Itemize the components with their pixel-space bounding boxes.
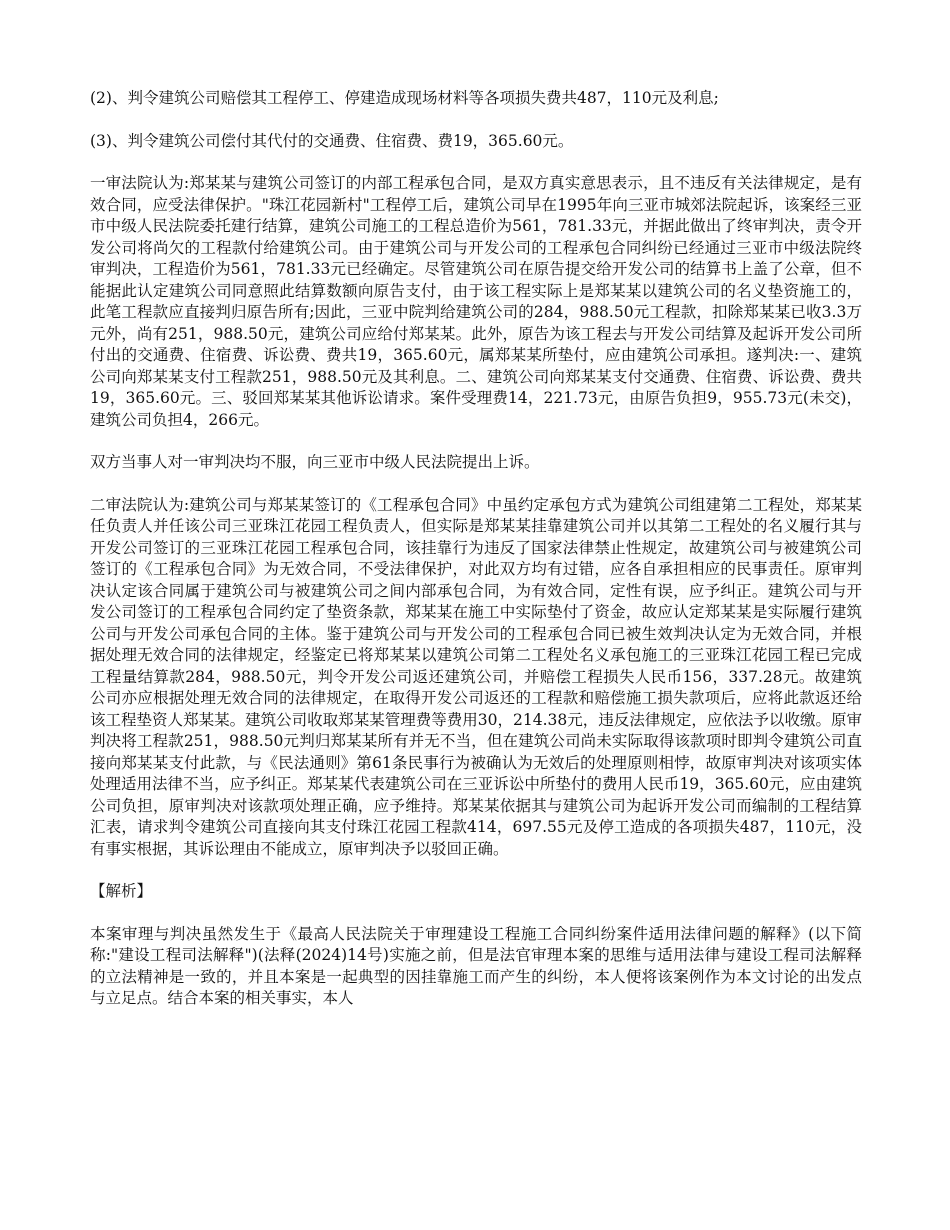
claim-item-3: (3)、判令建筑公司偿付其代付的交通费、住宿费、费19，365.60元。 xyxy=(90,131,574,150)
second-instance-opinion: 二审法院认为:建筑公司与郑某某签订的《工程承包合同》中虽约定承包方式为建筑公司组建第二工程处，郑某某任负责人并任该公司三亚珠江花园工程负责人，但实际是郑某某挂靠建筑公司并以其第二工程处的名义履行其与开发公司签订的三亚珠江花园工程承包合同，该挂靠行为违反了国家法律禁止性规定，故建筑公司与被建筑公司签订的《工程承包合同》为无效合同，不受法律保护，对此双方均有过错，应各自承担相应的民事责任。原审判决认定该合同属于建筑公司与被建筑公司之间内部承包合同，为有效合同，定性有误，应予纠正。建筑公司与开发公司签订的工程承包合同约定了垫资条款，郑某某在施工中实际垫付了资金，故应认定郑某某是实际履行建筑公司与开发公司承包合同的主体。鉴于建筑公司与开发公司的工程承包合同已被生效判决认定为无效合同，并根据处理无效合同的法律规定，经鉴定已将郑某某以建筑公司第二工程处名义承包施工的三亚珠江花园工程已完成工程量结算款284，988.50元，判令开发公司返还建筑公司，并赔偿工程损失人民币156，337.28元。故建筑公司亦应根据处理无效合同的法律规定，在取得开发公司返还的工程款和赔偿施工损失款项后，应将此款返还给该工程垫资人郑某某。建筑公司收取郑某某管理费等费用30，214.38元，违反法律规定，应依法予以收缴。原审判决将工程款251，988.50元判归郑某某所有并无不当，但在建筑公司尚未实际取得该款项时即判令建筑公司直接向郑某某支付此款，与《民法通则》第61条民事行为被确认为无效后的处理原则相悖，故原审判决对该项实体处理适用法律不当，应予纠正。郑某某代表建筑公司在三亚诉讼中所垫付的费用人民币19，365.60元，应由建筑公司负担，原审判决对该款项处理正确，应予维持。郑某某依据其与建筑公司为起诉开发公司而编制的工程结算汇表，请求判令建筑公司直接向其支付珠江花园工程款414，697.55元及停工造成的各项损失487，110元，没有事实根据，其诉讼理由不能成立，原审判决予以驳回正确。 xyxy=(90,495,862,858)
appeal-statement: 双方当事人对一审判决均不服，向三亚市中级人民法院提出上诉。 xyxy=(90,453,540,471)
first-instance-opinion: 一审法院认为:郑某某与建筑公司签订的内部工程承包合同，是双方真实意思表示，且不违反有关法律规定，是有效合同，应受法律保护。"珠江花园新村"工程停工后，建筑公司早在1995年向三亚市城郊法院起诉，该案经三亚市中级人民法院委托建行结算，建筑公司施工的工程总造价为561，781.33元，并据此做出了终审判决，责令开发公司将尚欠的工程款付给建筑公司。由于建筑公司与开发公司的工程承包合同纠纷已经通过三亚市中级法院终审判决，工程造价为561，781.33元已经确定。尽管建筑公司在原告提交给开发公司的结算书上盖了公章，但不能据此认定建筑公司同意照此结算数额向原告支付，由于该工程实际上是郑某某以建筑公司的名义垫资施工的，此笔工程款应直接判归原告所有;因此，三亚中院判给建筑公司的284，988.50元工程款，扣除郑某某已收3.3万元外，尚有251，988.50元，建筑公司应给付郑某某。此外，原告为该工程去与开发公司结算及起诉开发公司所付出的交通费、住宿费、诉讼费、费共19，365.60元，属郑某某所垫付，应由建筑公司承担。遂判决:一、建筑公司向郑某某支付工程款251，988.50元及其利息。二、建筑公司向郑某某支付交通费、住宿费、诉讼费、费共19，365.60元。三、驳回郑某某其他诉讼请求。案件受理费14，221.73元，由原告负担9，955.73元(未交)，建筑公司负担4，266元。 xyxy=(90,174,863,429)
claim-item-2: (2)、判令建筑公司赔偿其工程停工、停建造成现场材料等各项损失费共487，110元及利息; xyxy=(90,89,719,107)
analysis-paragraph: 本案审理与判决虽然发生于《最高人民法院关于审理建设工程施工合同纠纷案件适用法律问题的解释》(以下简称:"建设工程司法解释")(法释(2024)14号)实施之前，但是法官审理本案的思维与适用法律与建设工程司法解释的立法精神是一致的，并且本案是一起典型的因挂靠施工而产生的纠纷，本人便将该案例作为本文讨论的出发点与立足点。结合本案的相关事实，本人 xyxy=(90,924,862,1007)
analysis-heading: 【解析】 xyxy=(90,882,153,900)
document-body xyxy=(90,88,862,1031)
